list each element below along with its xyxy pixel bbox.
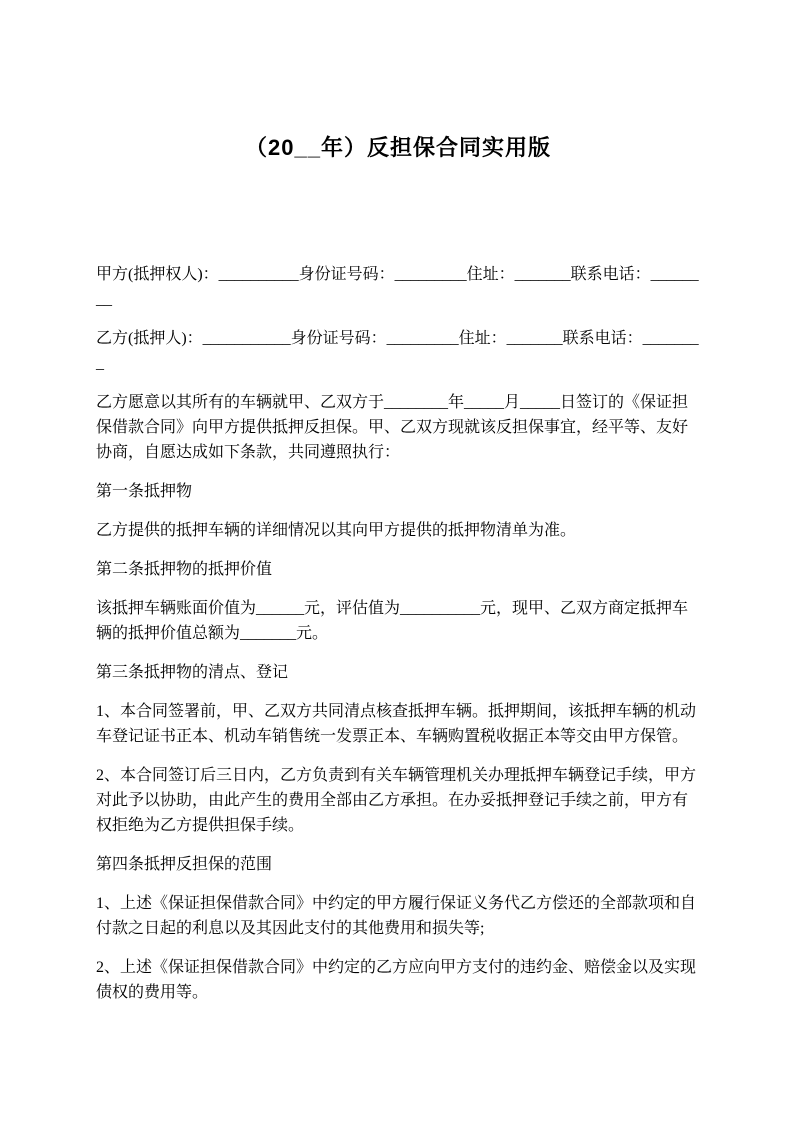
clause-4-heading: 第四条抵押反担保的范围 — [96, 856, 273, 873]
clause-1-heading: 第一条抵押物 — [96, 483, 193, 500]
clause-3-item-2: 2、本合同签订后三日内，乙方负责到有关车辆管理机关办理抵押车辆登记手续，甲方对此予以协助，由此产生的费用全部由乙方承担。在办妥抵押登记手续之前，甲方有权拒绝为乙方提供担保手续。 — [96, 767, 697, 834]
paragraph-party-b: 乙方(抵押人)：___________身份证号码：_________住址：_______联系电话：________ — [96, 330, 699, 372]
paragraph-intro: 乙方愿意以其所有的车辆就甲、乙双方于________年_____月_____日签订的《保证担保借款合同》向甲方提供抵押反担保。甲、乙双方现就该反担保事宜，经平等、友好协商，自愿达成如下条款，共同遵照执行： — [96, 394, 689, 461]
clause-2-heading: 第二条抵押物的抵押价值 — [96, 561, 273, 578]
clause-3-heading: 第三条抵押物的清点、登记 — [96, 664, 289, 681]
clause-1-body: 乙方提供的抵押车辆的详细情况以其向甲方提供的抵押物清单为准。 — [96, 522, 577, 539]
clause-3-item-1: 1、本合同签署前，甲、乙双方共同清点核查抵押车辆。抵押期间，该抵押车辆的机动车登记证书正本、机动车销售统一发票正本、车辆购置税收据正本等交由甲方保管。 — [96, 703, 697, 745]
clause-4-item-1: 1、上述《保证担保借款合同》中约定的甲方履行保证义务代乙方偿还的全部款项和自付款之日起的利息以及其因此支付的其他费用和损失等; — [96, 895, 697, 937]
paragraph-party-a: 甲方(抵押权人)：__________身份证号码：_________住址：_______联系电话：________ — [96, 266, 699, 308]
clause-4-item-2: 2、上述《保证担保借款合同》中约定的乙方应向甲方支付的违约金、赔偿金以及实现债权的费用等。 — [96, 959, 697, 1001]
clause-2-body: 该抵押车辆账面价值为______元，评估值为__________元，现甲、乙双方商定抵押车辆的抵押价值总额为_______元。 — [96, 600, 689, 642]
document-title: （20__年）反担保合同实用版 — [245, 135, 551, 160]
